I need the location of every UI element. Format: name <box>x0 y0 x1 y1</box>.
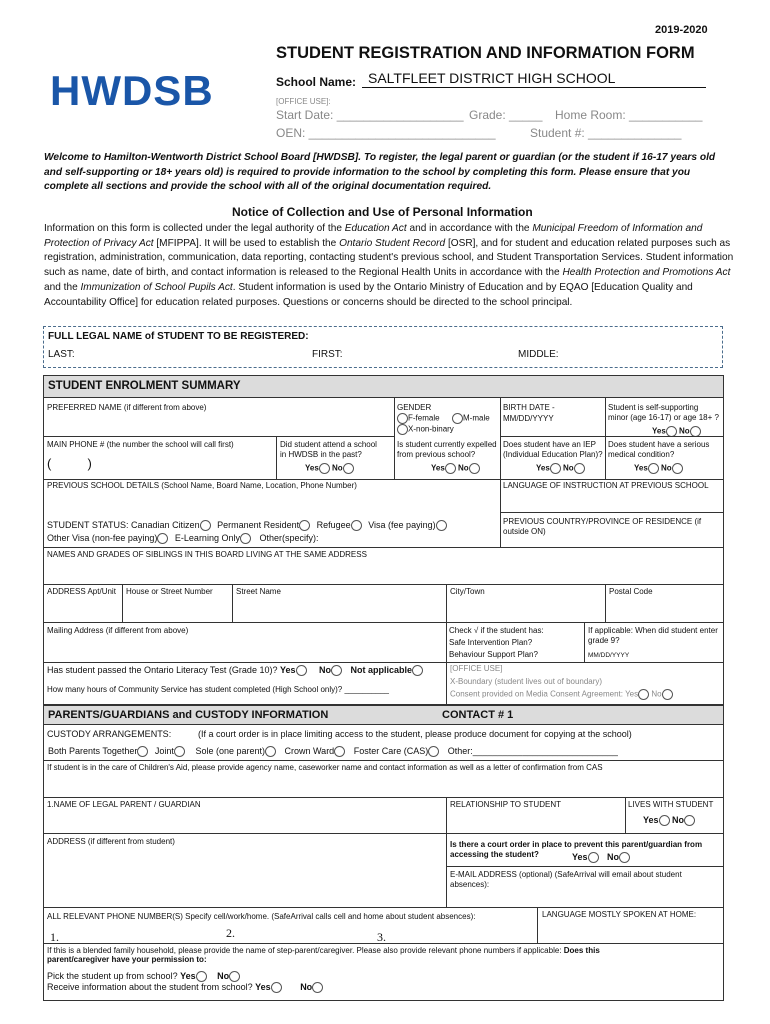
language-home-field[interactable]: LANGUAGE MOSTLY SPOKEN AT HOME: <box>542 910 697 919</box>
enrolment-heading: STUDENT ENROLMENT SUMMARY <box>48 380 241 392</box>
consent-media: Consent provided on Media Consent Agreement: Yes No <box>450 689 673 700</box>
grade9-field[interactable]: MM/DD/YYYY <box>588 652 630 659</box>
sole-radio[interactable] <box>265 746 276 757</box>
expelled-options[interactable]: Yes No <box>431 463 480 474</box>
full-name-heading: FULL LEGAL NAME of STUDENT TO BE REGISTERED: <box>48 331 309 342</box>
first-name-field[interactable]: FIRST: <box>312 349 343 360</box>
expelled-label: Is student currently expelled from previous school? <box>397 440 497 459</box>
custody-label: CUSTODY ARRANGEMENTS: <box>47 729 172 739</box>
mailing-address-field[interactable]: Mailing Address (if different from above) <box>47 626 189 635</box>
both-parents-radio[interactable] <box>137 746 148 757</box>
gender-label: GENDER <box>397 403 432 412</box>
siblings-field[interactable]: NAMES AND GRADES OF SIBLINGS IN THIS BOARD LIVING AT THE SAME ADDRESS <box>47 550 367 559</box>
attended-hwdsb-label: Did student attend a school in HWDSB in the past? <box>280 440 377 459</box>
notice-title: Notice of Collection and Use of Personal Information <box>232 205 533 219</box>
female-radio[interactable] <box>397 413 408 424</box>
attended-yes-radio[interactable] <box>319 463 330 474</box>
preferred-name-field[interactable]: PREFERRED NAME (if different from above) <box>47 403 207 412</box>
phone-2-field[interactable]: 2. <box>226 926 235 940</box>
school-name-value: SALTFLEET DISTRICT HIGH SCHOOL <box>368 70 616 86</box>
literacy-yes-radio[interactable] <box>296 665 307 676</box>
attended-no-radio[interactable] <box>343 463 354 474</box>
receive-yes-radio[interactable] <box>271 982 282 993</box>
contact-1-heading: CONTACT # 1 <box>442 709 514 721</box>
medical-options[interactable]: Yes No <box>634 463 683 474</box>
lives-with-label: LIVES WITH STUDENT <box>628 800 714 809</box>
foster-care-radio[interactable] <box>428 746 439 757</box>
medical-label: Does student have a serious medical condition? <box>608 440 710 459</box>
receive-no-radio[interactable] <box>312 982 323 993</box>
medical-yes-radio[interactable] <box>648 463 659 474</box>
hwdsb-logo: HWDSB <box>50 67 214 114</box>
blended-note: If this is a blended family household, please provide the name of step-parent/caregiver. Please also provide relevant phone numbers if applicable: Does this parent/caregiver have your permission to: <box>47 946 600 964</box>
iep-yes-radio[interactable] <box>550 463 561 474</box>
male-radio[interactable] <box>452 413 463 424</box>
lives-with-options[interactable]: Yes No <box>643 815 695 826</box>
community-service-field[interactable]: How many hours of Community Service has student completed (High School only)? __________ <box>47 685 389 694</box>
language-previous-field[interactable]: LANGUAGE OF INSTRUCTION AT PREVIOUS SCHOOL <box>503 481 709 490</box>
cas-note: If student is in the care of Children's Aid, please provide agency name, caseworker name and contact information as well as a letter of confirmation from CAS <box>47 763 603 772</box>
office-use-label: [OFFICE USE]: <box>276 97 331 106</box>
office-use-2: [OFFICE USE] <box>450 664 503 673</box>
crown-ward-radio[interactable] <box>334 746 345 757</box>
attended-hwdsb-options[interactable]: Yes No <box>305 463 354 474</box>
student-number-field[interactable]: Student #: ______________ <box>530 126 682 140</box>
grade-field[interactable]: Grade: _____ <box>469 108 543 122</box>
behaviour-support-plan[interactable]: Behaviour Support Plan? <box>449 650 538 659</box>
visa-fee-radio[interactable] <box>436 520 447 531</box>
phone-1-field[interactable]: 1. <box>50 930 59 944</box>
self-supporting-options[interactable]: Yes No <box>652 426 701 437</box>
literacy-no-radio[interactable] <box>331 665 342 676</box>
student-status: STUDENT STATUS: Canadian Citizen Permanent Resident Refugee Visa (fee paying) <box>47 520 447 531</box>
safe-intervention-plan[interactable]: Safe Intervention Plan? <box>449 638 533 647</box>
custody-note: (If a court order is in place limiting access to the student, please produce document for copying at the school) <box>198 729 632 739</box>
gender-nonbinary[interactable]: X-non-binary <box>397 424 454 435</box>
lives-with-yes-radio[interactable] <box>659 815 670 826</box>
previous-country-field[interactable]: PREVIOUS COUNTRY/PROVINCE OF RESIDENCE (if outside ON) <box>503 517 702 536</box>
phone-3-field[interactable]: 3. <box>377 930 386 944</box>
birth-date-label: BIRTH DATE - <box>503 403 555 412</box>
oen-field[interactable]: OEN: ____________________________ <box>276 126 496 140</box>
check-if-label: Check √ if the student has: <box>449 626 544 635</box>
pickup-yes-radio[interactable] <box>196 971 207 982</box>
court-order-label: Is there a court order in place to prevent this parent/guardian from accessing the student? <box>450 840 703 859</box>
parents-heading: PARENTS/GUARDIANS and CUSTODY INFORMATION <box>48 709 329 721</box>
welcome-paragraph: Welcome to Hamilton-Wentworth District School Board [HWDSB]. To register, the legal parent or guardian (or the student if 16-17 years old and self-supporting or 18+ years old) is required to provide information to the school by completing this form. Please ensure that you complete all sections and provide the school with all of the original documentation required. <box>44 152 716 192</box>
address-label[interactable]: ADDRESS Apt/Unit <box>47 587 116 596</box>
court-order-yes-radio[interactable] <box>588 852 599 863</box>
iep-label: Does student have an IEP (Individual Education Plan)? <box>503 440 603 459</box>
lives-with-no-radio[interactable] <box>684 815 695 826</box>
consent-no-radio[interactable] <box>662 689 673 700</box>
relationship-field[interactable]: RELATIONSHIP TO STUDENT <box>450 800 561 809</box>
start-date-field[interactable]: Start Date: ___________________ <box>276 108 464 122</box>
canadian-radio[interactable] <box>200 520 211 531</box>
last-name-field[interactable]: LAST: <box>48 349 75 360</box>
refugee-radio[interactable] <box>351 520 362 531</box>
iep-no-radio[interactable] <box>574 463 585 474</box>
custody-options: Both Parents Together Joint Sole (one parent) Crown Ward Foster Care (CAS) Other:_____________________________ <box>48 746 618 756</box>
school-year: 2019-2020 <box>655 24 708 36</box>
legal-parent-name-field[interactable]: 1.NAME OF LEGAL PARENT / GUARDIAN <box>47 800 201 809</box>
expelled-no-radio[interactable] <box>469 463 480 474</box>
parent-address-field[interactable]: ADDRESS (if different from student) <box>47 837 175 846</box>
home-room-field[interactable]: Home Room: ___________ <box>555 108 703 122</box>
birth-date-field[interactable]: MM/DD/YYYY <box>503 414 554 423</box>
elearning-radio[interactable] <box>240 533 251 544</box>
court-order-options[interactable]: Yes No <box>572 852 630 863</box>
court-order-no-radio[interactable] <box>619 852 630 863</box>
grade9-label: If applicable: When did student enter grade 9? <box>588 626 718 645</box>
pickup-no-radio[interactable] <box>229 971 240 982</box>
permanent-radio[interactable] <box>299 520 310 531</box>
phone-numbers-label: ALL RELEVANT PHONE NUMBER(S) Specify cell/work/home. (SafeArrival calls cell and home about student absences): <box>47 912 476 921</box>
gender-male[interactable]: M-male <box>452 413 490 424</box>
main-phone-field[interactable]: ( ) <box>47 456 92 471</box>
email-field[interactable]: E-MAIL ADDRESS (optional) (SafeArrival will email about student absences): <box>450 870 682 889</box>
pickup-question: Pick the student up from school? Yes No <box>47 971 240 982</box>
iep-options[interactable]: Yes No <box>536 463 585 474</box>
postal-code-field[interactable]: Postal Code <box>609 587 653 596</box>
x-boundary[interactable]: X-Boundary (student lives out of boundary) <box>450 677 603 686</box>
street-name-field[interactable]: Street Name <box>236 587 281 596</box>
gender-female[interactable]: F-female <box>397 413 440 424</box>
literacy-na-radio[interactable] <box>412 665 423 676</box>
school-name-field[interactable] <box>362 87 706 88</box>
receive-info-question: Receive information about the student from school? Yes No <box>47 982 323 993</box>
other-visa-radio[interactable] <box>157 533 168 544</box>
consent-yes-radio[interactable] <box>638 689 649 700</box>
nonbinary-radio[interactable] <box>397 424 408 435</box>
expelled-yes-radio[interactable] <box>445 463 456 474</box>
medical-no-radio[interactable] <box>672 463 683 474</box>
previous-school-field[interactable]: PREVIOUS SCHOOL DETAILS (School Name, Board Name, Location, Phone Number) <box>47 481 357 490</box>
city-field[interactable]: City/Town <box>450 587 485 596</box>
main-phone-label: MAIN PHONE # (the number the school will call first) <box>47 440 234 449</box>
notice-body: Information on this form is collected under the legal authority of the Education Act and in accordance with the Municipal Freedom of Information and Protection of Privacy Act [MFIPPA]. It will be used to establish the Ontario Student Record [OSR], and for student and education related purposes such as registration, administration, communication, data reporting, contacting student's previous school, and Student Transportation Services. Student information such as name, date of birth, and contact information is released to the Regional Health Units in accordance with the Health Protection and Promotions Act and the Immunization of School Pupils Act. Student information is used by the Ontario Ministry of Education and by EQAO [Education Quality and Accountability Office] for education related purposes. Questions or concerns should be directed to the school principal. <box>44 223 734 308</box>
literacy-question: Has student passed the Ontario Literacy Test (Grade 10)? Yes No Not applicable <box>47 665 423 676</box>
student-status-2: Other Visa (non-fee paying) E-Learning Only Other(specify): <box>47 533 319 543</box>
self-supporting-label: Student is self-supporting minor (age 16-17) or age 18+ ? <box>608 403 719 422</box>
school-name-label: School Name: <box>276 75 357 89</box>
form-title: STUDENT REGISTRATION AND INFORMATION FORM <box>276 44 695 62</box>
middle-name-field[interactable]: MIDDLE: <box>518 349 559 360</box>
house-number-field[interactable]: House or Street Number <box>126 587 213 596</box>
joint-radio[interactable] <box>174 746 185 757</box>
